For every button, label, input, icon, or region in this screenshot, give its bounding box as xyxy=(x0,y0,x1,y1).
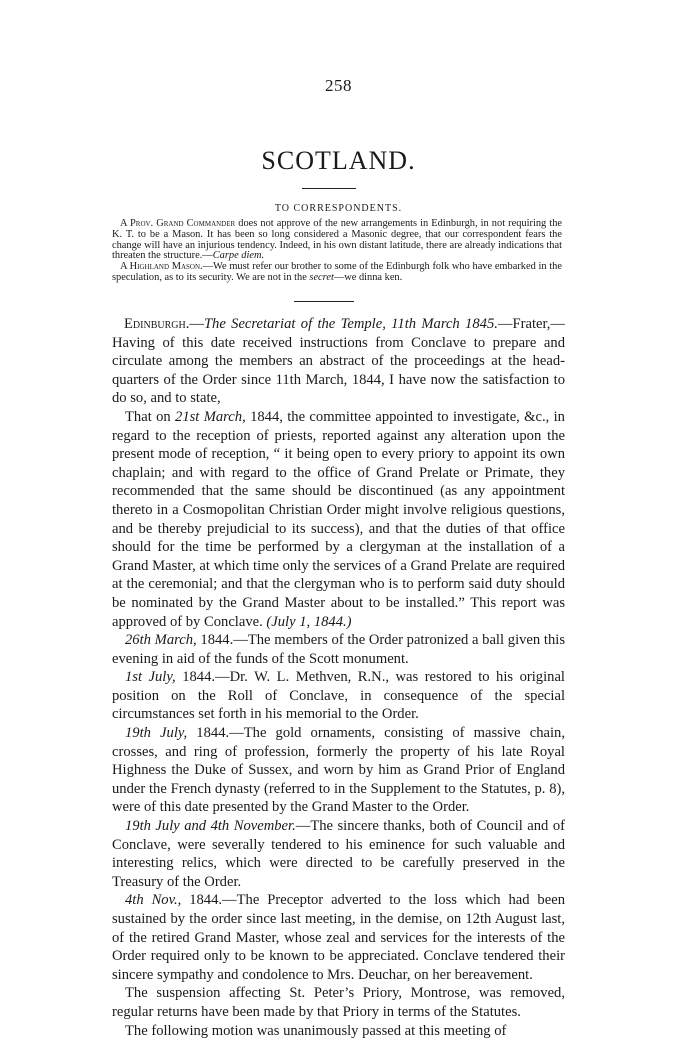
entry-reference: (July 1, 1844.) xyxy=(266,613,352,630)
paragraph xyxy=(112,668,565,724)
article-body xyxy=(112,315,565,1040)
correspondents-heading: TO CORRESPONDENTS. xyxy=(274,203,403,214)
paragraph-text: 1844.—The gold ornaments, consisting of massive chain, crosses, and ring of profession, formerly the property of his late Royal Highness the Duke of Sussex, and worn by him as Grand Prior of England under the French dynasty (referred to in the Supplement to the Statutes, p. 8), were of this date presented by the Grand Master to the Order. xyxy=(112,725,566,816)
paragraph xyxy=(112,315,565,408)
correspondents-notes xyxy=(112,219,562,284)
note-signoff: Carpe diem. xyxy=(212,250,265,262)
dateline-place: Edinburgh. xyxy=(124,316,190,332)
paragraph-text: 1844.—Dr. W. L. Methven, R.N., was restored to his original position on the Roll of Conclave, in consequence of the special circumstances set forth in his memorial to the Order. xyxy=(112,669,565,723)
note-text: does not approve of the new arrangements in Edinburgh, in not requiring the K. T. to be a Mason. It has been so long considered a Masonic degree, that our correspondent fears the change will have an injurious tendency. Indeed, in his own distant latitude, there are already indications that threaten the structure.— xyxy=(112,218,563,262)
entry-date: 21st March, xyxy=(175,408,246,425)
note-tail: —we dinna ken. xyxy=(333,271,403,283)
paragraph-text: —The sincere thanks, both of Council and of Conclave, were severally tendered to his eminence for such valuable and interesting relics, which were directed to be carefully preserved in the Treasury of the Order. xyxy=(112,818,565,890)
paragraph-text: 1844, the committee appointed to investigate, &c., in regard to the reception of priests, reported against any alteration upon the present mode of reception, “ it being open to every priory to appoint its own chaplain; and with regard to the office of Grand Prelate or Primate, they recommended that the same should be discontinued (as any appointment thereto in a Cosmopolitan Christian Order might involve religious questions, and be thereby prejudicial to its success), and that the duties of that office should for the time be performed by a clergyman at the installation of a Grand Master, at which time only the services of a Grand Prelate are required at the ceremonial; and that the clergyman who is to perform said duty should be nominated by the Grand Master about to be installed.” This report was approved of by Conclave. xyxy=(112,408,565,630)
entry-date: 26th March, xyxy=(125,632,197,649)
paragraph-text: 1844.—The Preceptor adverted to the loss which had been sustained by the order since last meeting, in the demise, on 12th August last, of the retired Grand Master, whose zeal and services for the interests of the Order required only to be known to be appreciated. Conclave tendered their sincere sympathy and condolence to Mrs. Deuchar, on her bereavement. xyxy=(112,892,565,983)
paragraph xyxy=(112,408,565,631)
entry-date: 19th July, xyxy=(125,725,188,742)
correspondent-note xyxy=(112,262,562,284)
paragraph xyxy=(112,817,565,891)
page-number: 258 xyxy=(325,76,352,95)
section-rule xyxy=(294,301,354,302)
paragraph xyxy=(112,631,565,668)
paragraph-text: That on xyxy=(125,408,176,425)
entry-date: 1st July, xyxy=(125,669,176,686)
paragraph-text: The following motion was unanimously passed at this meeting of xyxy=(125,1022,507,1039)
paragraph xyxy=(112,984,565,1021)
paragraph-text: —Frater,—Having of this date received instructions from Conclave to prepare and circulate among the members an abstract of the proceedings at the head-quarters of the Order since 11th March, 1844, I have now the satisfaction to do so, and to state, xyxy=(112,316,565,407)
entry-date: 19th July and 4th November. xyxy=(125,818,296,835)
running-title: SCOTLAND. xyxy=(261,146,416,175)
paragraph xyxy=(112,724,565,817)
title-rule xyxy=(302,188,356,189)
dash: — xyxy=(189,316,204,332)
paragraph xyxy=(112,891,565,984)
correspondent-note xyxy=(112,219,562,262)
paragraph-text: The suspension affecting St. Peter’s Priory, Montrose, was removed, regular returns have been made by that Priory in terms of the Statutes. xyxy=(112,985,565,1020)
entry-date: 4th Nov., xyxy=(125,892,182,909)
paragraph-text: 1844.—The members of the Order patronized a ball given this evening in aid of the funds of the Scott monument. xyxy=(112,632,565,667)
note-addressee: A Prov. Grand Commander xyxy=(120,218,236,229)
paragraph xyxy=(112,1022,565,1041)
dateline-title: The Secretariat of the Temple, 11th March 1845. xyxy=(203,316,498,332)
note-text: —We must refer our brother to some of the Edinburgh folk who have embarked in the speculation, as to its security. We are not in the xyxy=(112,261,562,283)
note-addressee: A Highland Mason. xyxy=(120,261,203,273)
note-emphasis: secret xyxy=(309,271,334,283)
